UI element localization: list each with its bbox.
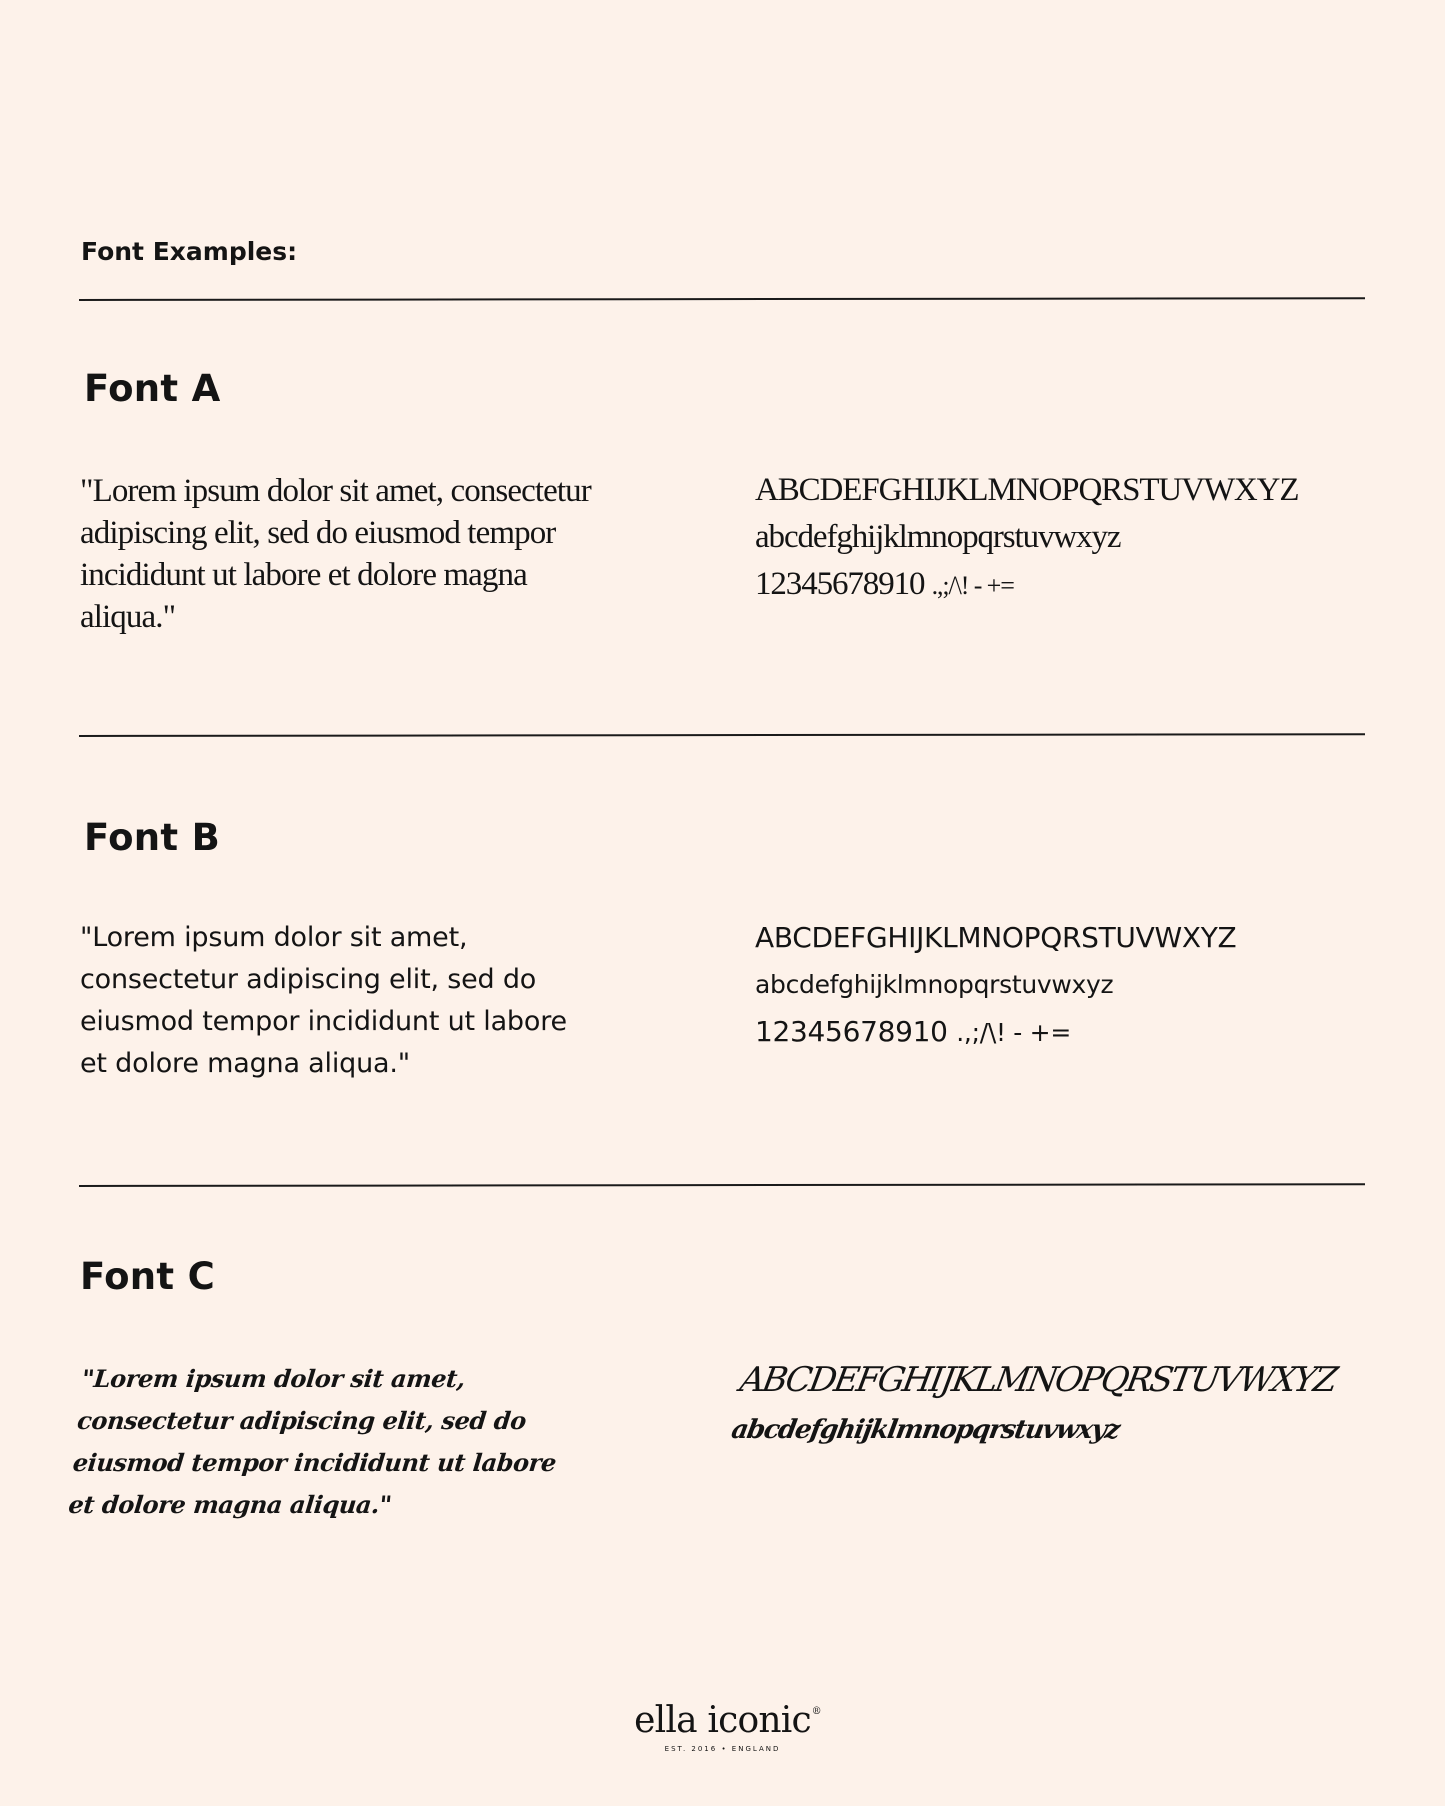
font-a-lowercase: abcdefghijklmnopqrstuvwxyz — [755, 519, 1121, 555]
divider-a-b — [79, 733, 1365, 737]
registered-mark: ® — [811, 1706, 821, 1717]
font-a-uppercase: ABCDEFGHIJKLMNOPQRSTUVWXYZ — [755, 472, 1299, 508]
font-b-sample-text: "Lorem ipsum dolor sit amet, consectetur adipiscing elit, sed do eiusmod tempor incididunt ut labore et dolore magna aliqua." — [80, 922, 567, 1079]
divider-top — [79, 297, 1365, 301]
font-a-character-set — [755, 467, 1298, 609]
font-b-heading: Font B — [84, 816, 221, 859]
font-a-heading: Font A — [84, 367, 221, 410]
brand-name: ella iconic — [634, 1700, 811, 1741]
font-c-heading: Font C — [80, 1255, 216, 1298]
brand-tagline: EST. 2016 • ENGLAND — [664, 1745, 781, 1753]
font-a-symbols: .,;/\! - += — [931, 571, 1014, 600]
font-b-lowercase: abcdefghijklmnopqrstuvwxyz — [755, 970, 1114, 999]
brand-wordmark — [634, 1700, 821, 1741]
font-a-numbers: 12345678910 — [755, 566, 925, 602]
font-c-character-set — [727, 1355, 1339, 1455]
font-b-character-set — [755, 914, 1236, 1056]
divider-b-c — [79, 1183, 1365, 1187]
font-a-numbers-row — [755, 561, 1298, 609]
font-b-uppercase: ABCDEFGHIJKLMNOPQRSTUVWXYZ — [755, 921, 1237, 954]
page-label: Font Examples: — [81, 237, 298, 266]
font-c-uppercase: ABCDEFGHIJKLMNOPQRSTUVWXYZ — [737, 1360, 1339, 1400]
font-a-sample-text: "Lorem ipsum dolor sit amet, consectetur adipiscing elit, sed do eiusmod tempor incididunt ut labore et dolore magna aliqua." — [80, 473, 591, 635]
font-c-sample-text: "Lorem ipsum dolor sit amet, consectetur adipiscing elit, sed do eiusmod tempor incididunt ut labore et dolore magna aliqua." — [67, 1364, 558, 1519]
brand-logo — [0, 1700, 1445, 1753]
font-c-lowercase: abcdefghijklmnopqrstuvwxyz — [729, 1415, 1122, 1445]
font-b-numbers-row — [755, 1008, 1236, 1056]
font-b-symbols: .,;/\! - += — [956, 1018, 1071, 1047]
font-b-numbers: 12345678910 — [755, 1015, 948, 1048]
